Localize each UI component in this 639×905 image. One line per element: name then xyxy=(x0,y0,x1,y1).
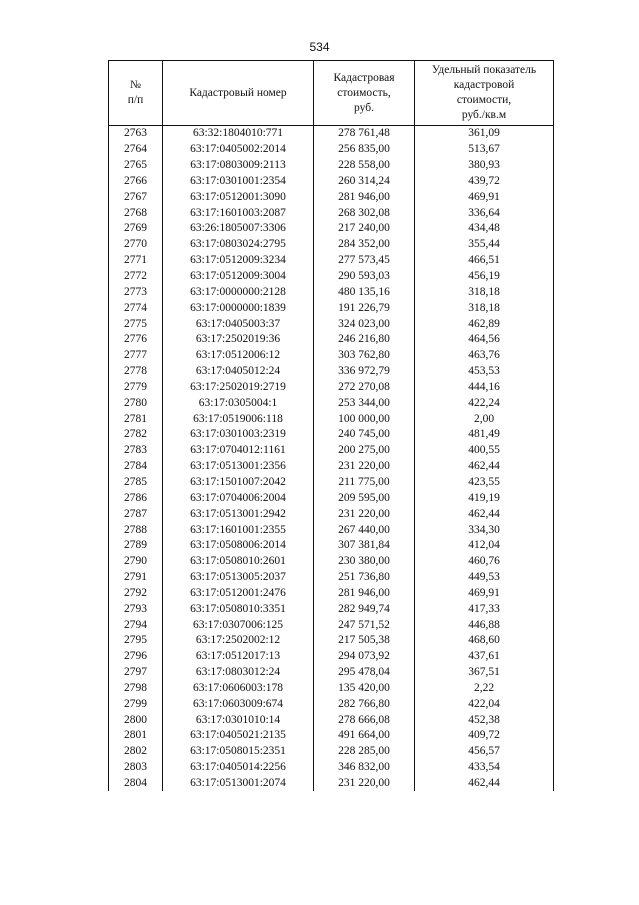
row-number-cell: 2787 xyxy=(109,506,163,522)
cadastral-value-cell: 240 745,00 xyxy=(314,427,415,443)
cadastral-number-cell: 63:17:0513001:2942 xyxy=(163,506,314,522)
table-row xyxy=(109,411,554,427)
table-row xyxy=(109,269,554,285)
cadastral-value-cell: 231 220,00 xyxy=(314,506,415,522)
row-number-cell: 2766 xyxy=(109,174,163,190)
table-body xyxy=(109,126,554,792)
unit-indicator-cell: 462,44 xyxy=(415,459,554,475)
row-number-cell: 2798 xyxy=(109,681,163,697)
row-number-cell: 2769 xyxy=(109,221,163,237)
cadastral-value-cell: 247 571,52 xyxy=(314,617,415,633)
cadastral-number-cell: 63:17:0512017:13 xyxy=(163,649,314,665)
unit-indicator-cell: 419,19 xyxy=(415,490,554,506)
cadastral-value-cell: 260 314,24 xyxy=(314,174,415,190)
table-row xyxy=(109,475,554,491)
table-row xyxy=(109,490,554,506)
table-row xyxy=(109,300,554,316)
cadastral-number-cell: 63:17:0512009:3234 xyxy=(163,253,314,269)
cadastral-number-cell: 63:17:1501007:2042 xyxy=(163,475,314,491)
unit-indicator-cell: 462,89 xyxy=(415,316,554,332)
cadastral-value-cell: 278 666,08 xyxy=(314,712,415,728)
cadastral-value-cell: 256 835,00 xyxy=(314,142,415,158)
cadastral-number-cell: 63:26:1805007:3306 xyxy=(163,221,314,237)
row-number-cell: 2771 xyxy=(109,253,163,269)
table-row xyxy=(109,601,554,617)
table-row xyxy=(109,332,554,348)
cadastral-number-cell: 63:17:2502019:2719 xyxy=(163,380,314,396)
table-row xyxy=(109,554,554,570)
row-number-cell: 2767 xyxy=(109,189,163,205)
row-number-cell: 2775 xyxy=(109,316,163,332)
cadastral-value-table xyxy=(108,60,554,791)
cadastral-number-cell: 63:17:0307006:125 xyxy=(163,617,314,633)
cadastral-number-cell: 63:17:0513001:2356 xyxy=(163,459,314,475)
cadastral-value-cell: 231 220,00 xyxy=(314,776,415,792)
cadastral-value-cell: 307 381,84 xyxy=(314,538,415,554)
row-number-cell: 2788 xyxy=(109,522,163,538)
row-number-cell: 2802 xyxy=(109,744,163,760)
row-number-cell: 2781 xyxy=(109,411,163,427)
cadastral-value-cell: 295 478,04 xyxy=(314,665,415,681)
unit-indicator-cell: 469,91 xyxy=(415,189,554,205)
cadastral-value-cell: 491 664,00 xyxy=(314,728,415,744)
cadastral-number-cell: 63:17:0508010:3351 xyxy=(163,601,314,617)
cadastral-number-cell: 63:17:0512009:3004 xyxy=(163,269,314,285)
row-number-cell: 2792 xyxy=(109,585,163,601)
header-row xyxy=(109,61,554,126)
table-row xyxy=(109,253,554,269)
unit-indicator-cell: 462,44 xyxy=(415,776,554,792)
row-number-cell: 2800 xyxy=(109,712,163,728)
unit-indicator-cell: 361,09 xyxy=(415,126,554,142)
table-row xyxy=(109,395,554,411)
unit-indicator-cell: 422,24 xyxy=(415,395,554,411)
unit-indicator-cell: 423,55 xyxy=(415,475,554,491)
cadastral-number-cell: 63:17:0512001:2476 xyxy=(163,585,314,601)
cadastral-number-cell: 63:17:0301010:14 xyxy=(163,712,314,728)
table-row xyxy=(109,522,554,538)
cadastral-number-cell: 63:17:0508010:2601 xyxy=(163,554,314,570)
cadastral-value-cell: 251 736,80 xyxy=(314,570,415,586)
cadastral-number-cell: 63:17:0508015:2351 xyxy=(163,744,314,760)
cadastral-value-cell: 211 775,00 xyxy=(314,475,415,491)
row-number-cell: 2763 xyxy=(109,126,163,142)
unit-indicator-cell: 409,72 xyxy=(415,728,554,744)
cadastral-number-cell: 63:17:0405002:2014 xyxy=(163,142,314,158)
table-header xyxy=(109,61,554,126)
cadastral-number-cell: 63:17:0803024:2795 xyxy=(163,237,314,253)
cadastral-value-cell: 100 000,00 xyxy=(314,411,415,427)
cadastral-value-cell: 278 761,48 xyxy=(314,126,415,142)
row-number-cell: 2764 xyxy=(109,142,163,158)
table-row xyxy=(109,506,554,522)
row-number-cell: 2780 xyxy=(109,395,163,411)
row-number-cell: 2776 xyxy=(109,332,163,348)
unit-indicator-cell: 318,18 xyxy=(415,300,554,316)
table-row xyxy=(109,633,554,649)
header-unit-indicator xyxy=(415,61,554,126)
cadastral-value-cell: 200 275,00 xyxy=(314,443,415,459)
cadastral-value-cell: 230 380,00 xyxy=(314,554,415,570)
row-number-cell: 2777 xyxy=(109,348,163,364)
cadastral-number-cell: 63:17:0606003:178 xyxy=(163,681,314,697)
table-row xyxy=(109,205,554,221)
table-row xyxy=(109,617,554,633)
cadastral-number-cell: 63:17:0301001:2354 xyxy=(163,174,314,190)
unit-indicator-cell: 468,60 xyxy=(415,633,554,649)
cadastral-number-cell: 63:17:1601003:2087 xyxy=(163,205,314,221)
table-row xyxy=(109,221,554,237)
cadastral-value-cell: 284 352,00 xyxy=(314,237,415,253)
cadastral-value-cell: 217 505,38 xyxy=(314,633,415,649)
cadastral-value-cell: 217 240,00 xyxy=(314,221,415,237)
header-unit-indicator-label: Удельный показатель кадастровой стоимости, руб./кв.м xyxy=(431,64,537,121)
cadastral-value-cell: 135 420,00 xyxy=(314,681,415,697)
cadastral-number-cell: 63:17:0000000:1839 xyxy=(163,300,314,316)
cadastral-value-cell: 268 302,08 xyxy=(314,205,415,221)
unit-indicator-cell: 449,53 xyxy=(415,570,554,586)
unit-indicator-cell: 460,76 xyxy=(415,554,554,570)
cadastral-number-cell: 63:17:0512001:3090 xyxy=(163,189,314,205)
table-row xyxy=(109,744,554,760)
unit-indicator-cell: 400,55 xyxy=(415,443,554,459)
row-number-cell: 2784 xyxy=(109,459,163,475)
row-number-cell: 2785 xyxy=(109,475,163,491)
cadastral-number-cell: 63:17:0508006:2014 xyxy=(163,538,314,554)
cadastral-number-cell: 63:17:0405021:2135 xyxy=(163,728,314,744)
row-number-cell: 2765 xyxy=(109,158,163,174)
table-row xyxy=(109,538,554,554)
cadastral-number-cell: 63:17:0803009:2113 xyxy=(163,158,314,174)
row-number-cell: 2770 xyxy=(109,237,163,253)
table-row xyxy=(109,443,554,459)
cadastral-value-cell: 272 270,08 xyxy=(314,380,415,396)
unit-indicator-cell: 334,30 xyxy=(415,522,554,538)
unit-indicator-cell: 453,53 xyxy=(415,364,554,380)
unit-indicator-cell: 433,54 xyxy=(415,760,554,776)
unit-indicator-cell: 462,44 xyxy=(415,506,554,522)
unit-indicator-cell: 469,91 xyxy=(415,585,554,601)
cadastral-number-cell: 63:17:0405003:37 xyxy=(163,316,314,332)
row-number-cell: 2789 xyxy=(109,538,163,554)
row-number-cell: 2801 xyxy=(109,728,163,744)
table-row xyxy=(109,174,554,190)
cadastral-value-cell: 281 946,00 xyxy=(314,585,415,601)
cadastral-value-cell: 277 573,45 xyxy=(314,253,415,269)
table-row xyxy=(109,712,554,728)
row-number-cell: 2797 xyxy=(109,665,163,681)
table-row xyxy=(109,348,554,364)
unit-indicator-cell: 463,76 xyxy=(415,348,554,364)
cadastral-value-cell: 228 558,00 xyxy=(314,158,415,174)
row-number-cell: 2782 xyxy=(109,427,163,443)
cadastral-value-cell: 253 344,00 xyxy=(314,395,415,411)
table-row xyxy=(109,696,554,712)
unit-indicator-cell: 456,57 xyxy=(415,744,554,760)
cadastral-value-cell: 303 762,80 xyxy=(314,348,415,364)
cadastral-number-cell: 63:17:1601001:2355 xyxy=(163,522,314,538)
cadastral-number-cell: 63:17:0301003:2319 xyxy=(163,427,314,443)
table-row xyxy=(109,380,554,396)
table-row xyxy=(109,284,554,300)
unit-indicator-cell: 417,33 xyxy=(415,601,554,617)
table-row xyxy=(109,760,554,776)
unit-indicator-cell: 380,93 xyxy=(415,158,554,174)
unit-indicator-cell: 336,64 xyxy=(415,205,554,221)
table-row xyxy=(109,142,554,158)
header-row-number xyxy=(109,61,163,126)
table-row xyxy=(109,728,554,744)
row-number-cell: 2793 xyxy=(109,601,163,617)
row-number-cell: 2773 xyxy=(109,284,163,300)
row-number-cell: 2790 xyxy=(109,554,163,570)
unit-indicator-cell: 434,48 xyxy=(415,221,554,237)
row-number-cell: 2795 xyxy=(109,633,163,649)
cadastral-number-cell: 63:32:1804010:771 xyxy=(163,126,314,142)
unit-indicator-cell: 513,67 xyxy=(415,142,554,158)
header-cadastral-value-label: Кадастровая стоимость, руб. xyxy=(333,71,395,114)
unit-indicator-cell: 464,56 xyxy=(415,332,554,348)
cadastral-value-cell: 282 766,80 xyxy=(314,696,415,712)
table-row xyxy=(109,189,554,205)
cadastral-number-cell: 63:17:0704006:2004 xyxy=(163,490,314,506)
table-row xyxy=(109,776,554,792)
row-number-cell: 2803 xyxy=(109,760,163,776)
table-row xyxy=(109,585,554,601)
cadastral-value-cell: 336 972,79 xyxy=(314,364,415,380)
cadastral-number-cell: 63:17:0305004:1 xyxy=(163,395,314,411)
cadastral-value-cell: 267 440,00 xyxy=(314,522,415,538)
row-number-cell: 2799 xyxy=(109,696,163,712)
table-row xyxy=(109,364,554,380)
unit-indicator-cell: 367,51 xyxy=(415,665,554,681)
table-row xyxy=(109,681,554,697)
unit-indicator-cell: 466,51 xyxy=(415,253,554,269)
cadastral-value-cell: 480 135,16 xyxy=(314,284,415,300)
cadastral-value-cell: 346 832,00 xyxy=(314,760,415,776)
unit-indicator-cell: 446,88 xyxy=(415,617,554,633)
cadastral-value-cell: 294 073,92 xyxy=(314,649,415,665)
row-number-cell: 2791 xyxy=(109,570,163,586)
row-number-cell: 2779 xyxy=(109,380,163,396)
table-row xyxy=(109,570,554,586)
header-row-number-label: № п/п xyxy=(127,79,144,106)
row-number-cell: 2783 xyxy=(109,443,163,459)
row-number-cell: 2778 xyxy=(109,364,163,380)
unit-indicator-cell: 412,04 xyxy=(415,538,554,554)
row-number-cell: 2794 xyxy=(109,617,163,633)
row-number-cell: 2786 xyxy=(109,490,163,506)
unit-indicator-cell: 2,00 xyxy=(415,411,554,427)
row-number-cell: 2774 xyxy=(109,300,163,316)
table-row xyxy=(109,665,554,681)
unit-indicator-cell: 452,38 xyxy=(415,712,554,728)
unit-indicator-cell: 355,44 xyxy=(415,237,554,253)
cadastral-value-cell: 228 285,00 xyxy=(314,744,415,760)
cadastral-number-cell: 63:17:0704012:1161 xyxy=(163,443,314,459)
unit-indicator-cell: 437,61 xyxy=(415,649,554,665)
cadastral-number-cell: 63:17:0803012:24 xyxy=(163,665,314,681)
page-number: 534 xyxy=(309,40,330,54)
header-cadastral-number xyxy=(163,61,314,126)
cadastral-number-cell: 63:17:2502002:12 xyxy=(163,633,314,649)
cadastral-number-cell: 63:17:2502019:36 xyxy=(163,332,314,348)
cadastral-value-cell: 246 216,80 xyxy=(314,332,415,348)
cadastral-number-cell: 63:17:0519006:118 xyxy=(163,411,314,427)
table-row xyxy=(109,158,554,174)
cadastral-value-cell: 290 593,03 xyxy=(314,269,415,285)
header-cadastral-number-label: Кадастровый номер xyxy=(189,86,287,99)
header-cadastral-value xyxy=(314,61,415,126)
cadastral-value-cell: 282 949,74 xyxy=(314,601,415,617)
row-number-cell: 2796 xyxy=(109,649,163,665)
table-row xyxy=(109,237,554,253)
unit-indicator-cell: 444,16 xyxy=(415,380,554,396)
cadastral-number-cell: 63:17:0513001:2074 xyxy=(163,776,314,792)
cadastral-value-cell: 191 226,79 xyxy=(314,300,415,316)
table-row xyxy=(109,316,554,332)
unit-indicator-cell: 318,18 xyxy=(415,284,554,300)
cadastral-number-cell: 63:17:0405012:24 xyxy=(163,364,314,380)
cadastral-number-cell: 63:17:0603009:674 xyxy=(163,696,314,712)
unit-indicator-cell: 439,72 xyxy=(415,174,554,190)
row-number-cell: 2804 xyxy=(109,776,163,792)
cadastral-number-cell: 63:17:0000000:2128 xyxy=(163,284,314,300)
row-number-cell: 2772 xyxy=(109,269,163,285)
unit-indicator-cell: 2,22 xyxy=(415,681,554,697)
table-row xyxy=(109,126,554,142)
cadastral-value-cell: 209 595,00 xyxy=(314,490,415,506)
table-row xyxy=(109,427,554,443)
unit-indicator-cell: 481,49 xyxy=(415,427,554,443)
table-row xyxy=(109,649,554,665)
cadastral-number-cell: 63:17:0512006:12 xyxy=(163,348,314,364)
cadastral-number-cell: 63:17:0513005:2037 xyxy=(163,570,314,586)
unit-indicator-cell: 456,19 xyxy=(415,269,554,285)
row-number-cell: 2768 xyxy=(109,205,163,221)
cadastral-number-cell: 63:17:0405014:2256 xyxy=(163,760,314,776)
unit-indicator-cell: 422,04 xyxy=(415,696,554,712)
cadastral-value-cell: 231 220,00 xyxy=(314,459,415,475)
table-row xyxy=(109,459,554,475)
cadastral-value-cell: 324 023,00 xyxy=(314,316,415,332)
cadastral-value-cell: 281 946,00 xyxy=(314,189,415,205)
